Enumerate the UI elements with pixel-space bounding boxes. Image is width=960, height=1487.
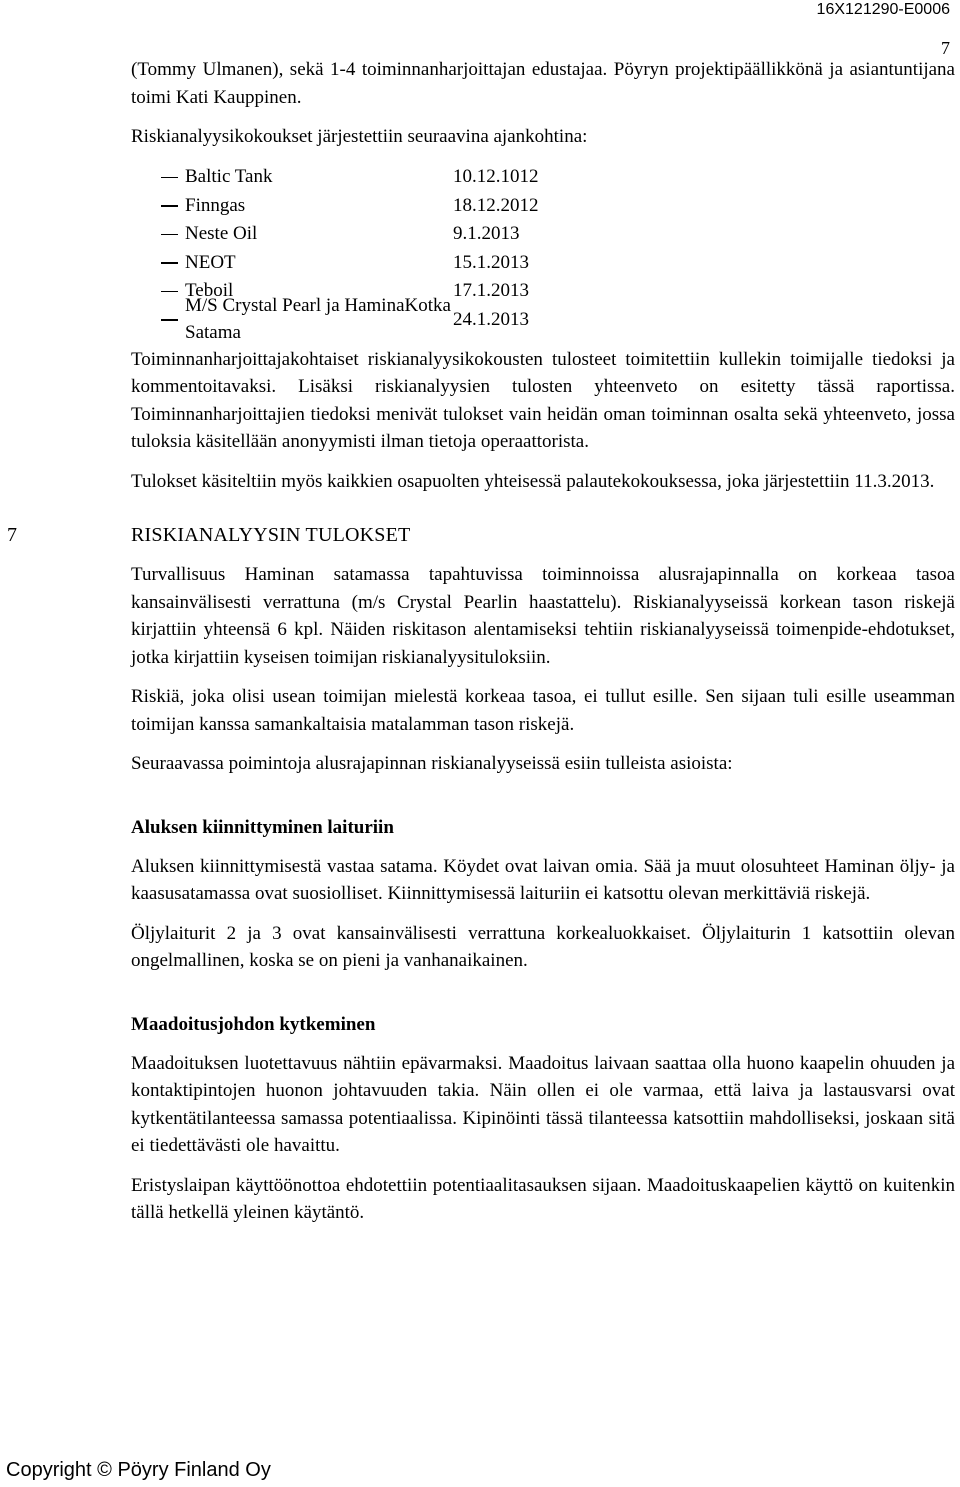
dash-icon xyxy=(161,163,185,191)
grounding-paragraph: Maadoituksen luotettavuus nähtiin epävarmaksi. Maadoitus laivaan saattaa olla huono kaapelin ohuuden ja kontaktipintojen huonon johtavuuden takia. Näin ollen ei ole varmaa, että laiva ja lastausvarsi ovat kytkentätilanteessa samassa potentiaalissa. Kipinöinti tässä tilanteessa katsottiin mahdolliseksi, joskaan sitä ei tiedettävästi ole havaittu. xyxy=(131,1052,955,1156)
section-number: 7 xyxy=(7,524,18,546)
feedback-paragraph: Tulokset käsiteltiin myös kaikkien osapuolten yhteisessä palautekokouksessa, joka järjestettiin 11.3.2013. xyxy=(131,470,935,492)
meeting-name: Neste Oil xyxy=(185,223,258,244)
list-item xyxy=(131,163,955,192)
copyright-footer: Copyright © Pöyry Finland Oy xyxy=(6,1459,271,1481)
meeting-date: 17.1.2013 xyxy=(453,280,529,301)
dash-icon xyxy=(161,192,185,220)
mooring-paragraph: Aluksen kiinnittymisestä vastaa satama. Köydet ovat laivan omia. Sää ja muut olosuhteet Haminan öljy- ja kaasusatamassa ovat suosiolliset. Kiinnittymisessä laituriin ei katsottu olevan merkittäviä riskejä. xyxy=(131,855,955,904)
page-content xyxy=(7,56,955,1227)
meeting-name: Teboil xyxy=(185,280,234,301)
list-item xyxy=(131,191,955,220)
section-paragraph: Turvallisuus Haminan satamassa tapahtuvissa toiminnoissa alusrajapinnalla on korkeaa tasoa kansainvälisesti verrattuna (m/s Crystal Pearlin haastattelu). Riskianalyyseissä korkean tason riskejä kirjattiin yhteensä 6 kpl. Näiden riskitason alentamiseksi tehtiin riskianalyyseissä toimenpide-ehdotukset, jotka kirjattiin kyseisen toimijan riskianalyysituloksiin. xyxy=(131,564,955,668)
meeting-name: NEOT xyxy=(185,251,236,273)
list-item xyxy=(131,294,955,344)
meeting-list xyxy=(131,163,955,344)
meeting-date: 18.12.2012 xyxy=(453,194,539,216)
section-title: RISKIANALYYSIN TULOKSET xyxy=(131,524,411,546)
meetings-intro: Riskianalyysikokoukset järjestettiin seuraavina ajankohtina: xyxy=(131,126,588,147)
meeting-date: 10.12.1012 xyxy=(453,166,539,187)
meeting-name: M/S Crystal Pearl ja HaminaKotka Satama xyxy=(185,294,451,344)
results-paragraph: Toiminnanharjoittajakohtaiset riskianalyysikokousten tulosteet toimitettiin kullekin toimijalle tiedoksi ja kommentoitavaksi. Lisäksi riskianalyysien tulosten yhteenveto on esitetty tässä raportissa. Toiminnanharjoittajien tiedoksi menivät tulokset vain heidän oman toiminnan osalta sekä yhteenveto, jossa tuloksia käsitellään anonyymisti ilman tietoja operaattorista. xyxy=(131,348,955,452)
meeting-name: Finngas xyxy=(185,194,246,216)
section-paragraph: Seuraavassa poimintoja alusrajapinnan riskianalyyseissä esiin tulleista asioista: xyxy=(131,753,733,774)
document-id: 16X121290-E0006 xyxy=(816,1,950,18)
mooring-paragraph: Öljylaiturit 2 ja 3 ovat kansainvälisesti verrattuna korkealuokkaiset. Öljylaiturin 1 katsottiin olevan ongelmallinen, koska se on pieni ja vanhanaikainen. xyxy=(131,922,955,971)
subheading-grounding: Maadoitusjohdon kytkeminen xyxy=(131,1013,376,1035)
grounding-paragraph: Eristyslaipan käyttöönottoa ehdotettiin potentiaalitasauksen sijaan. Maadoituskaapelien käyttö on kuitenkin tällä hetkellä yleinen käytäntö. xyxy=(131,1174,955,1223)
meeting-date: 9.1.2013 xyxy=(453,223,520,244)
section-heading xyxy=(7,521,955,549)
meeting-date: 15.1.2013 xyxy=(453,251,529,273)
meeting-date: 24.1.2013 xyxy=(453,308,529,330)
dash-icon xyxy=(161,306,185,334)
dash-icon xyxy=(161,277,185,305)
meeting-name: Baltic Tank xyxy=(185,166,273,187)
list-item xyxy=(131,248,955,277)
dash-icon xyxy=(161,220,185,248)
page-number: 7 xyxy=(941,38,950,58)
subheading-mooring: Aluksen kiinnittyminen laituriin xyxy=(131,816,394,838)
intro-paragraph: (Tommy Ulmanen), sekä 1-4 toiminnanharjoittajan edustajaa. Pöyryn projektipäällikkönä ja asiantuntijana toimi Kati Kauppinen. xyxy=(131,59,955,108)
section-paragraph: Riskiä, joka olisi usean toimijan mielestä korkeaa tasoa, ei tullut esille. Sen sijaan tuli esille useamman toimijan kanssa samankaltaisia matalamman tason riskejä. xyxy=(131,686,955,735)
list-item xyxy=(131,220,955,249)
dash-icon xyxy=(161,249,185,277)
